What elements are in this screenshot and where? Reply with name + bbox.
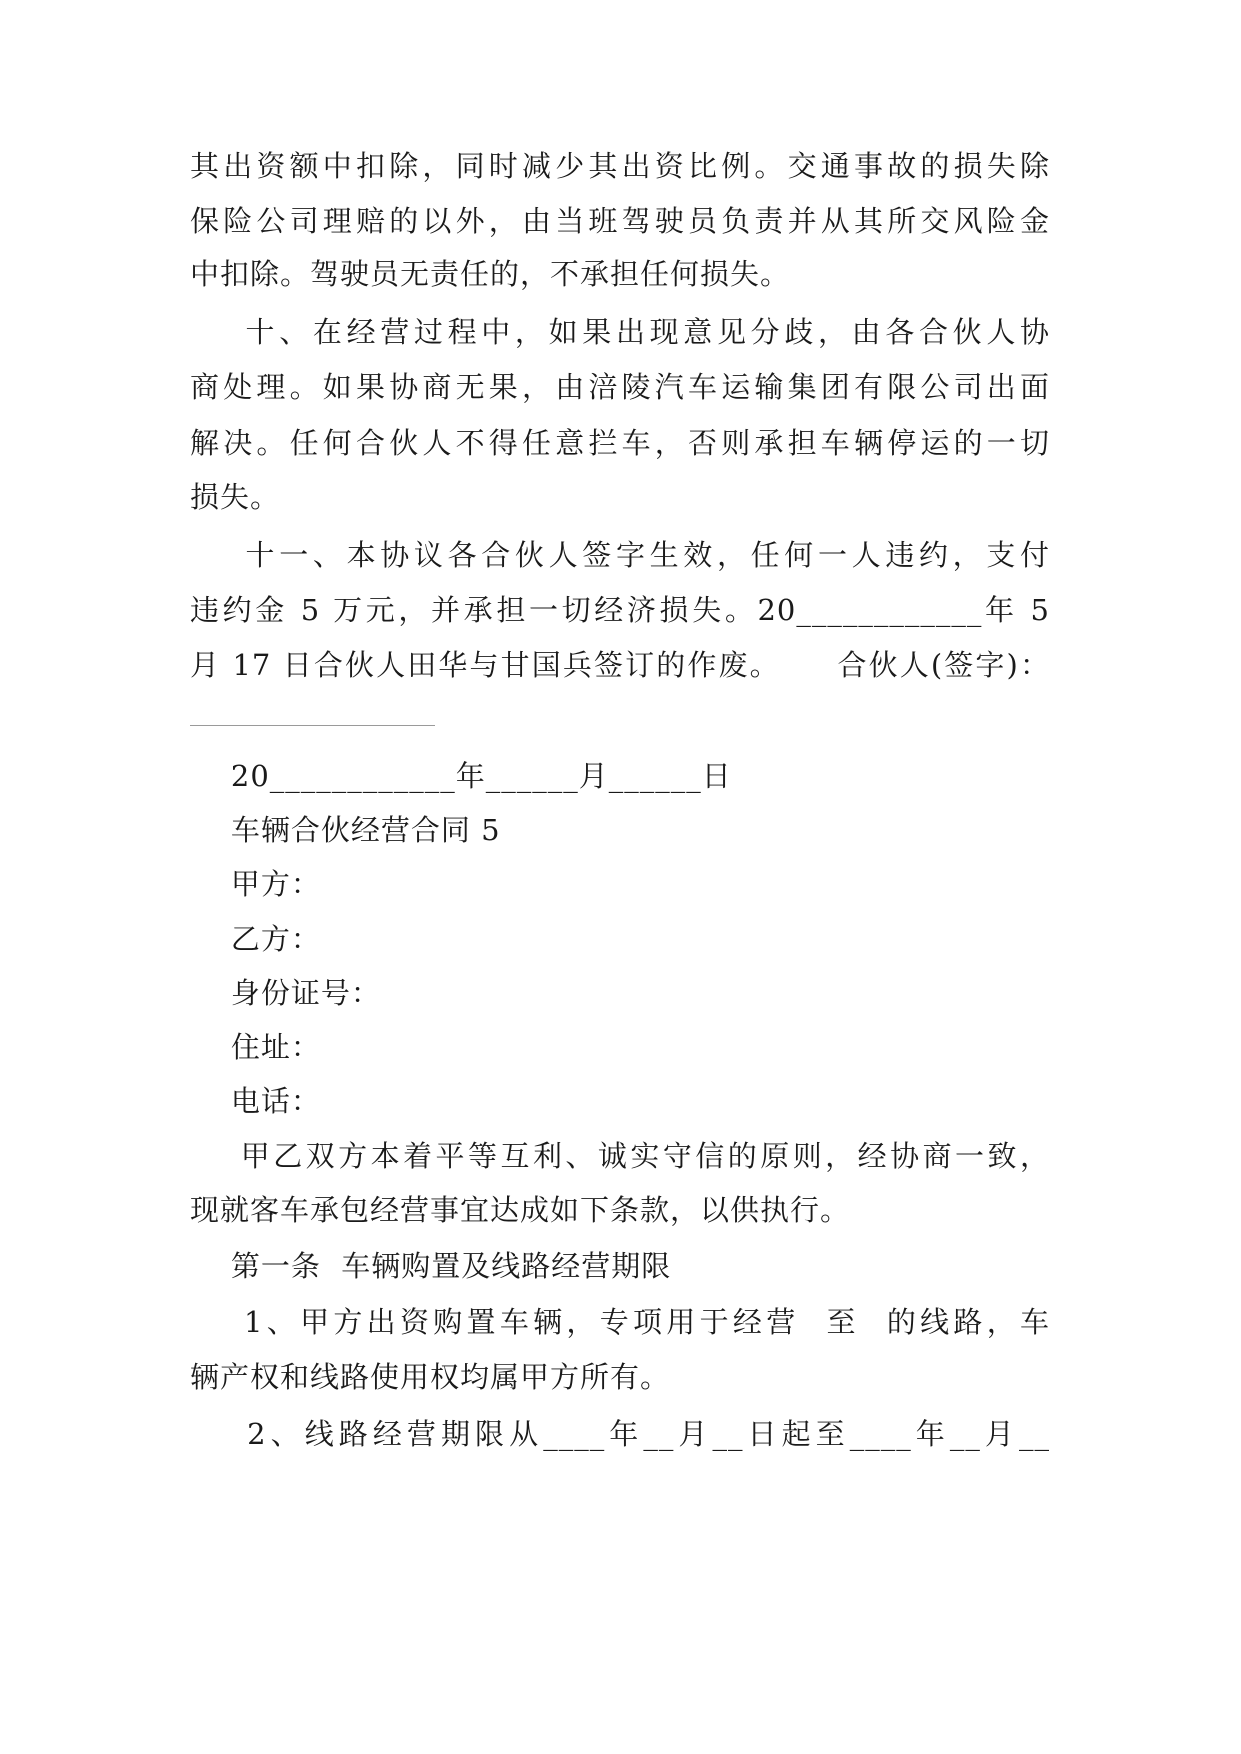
text-line: 损失。	[190, 480, 281, 514]
id-number-field: 身份证号：	[190, 976, 381, 1010]
text-line: 辆产权和线路使用权均属甲方所有。	[190, 1360, 671, 1394]
address-field: 住址：	[190, 1030, 321, 1064]
text-line: 商处理。如果协商无果，由涪陵汽车运输集团有限公司出面	[190, 370, 1050, 404]
text-line: 甲乙双方本着平等互利、诚实守信的原则，经协商一致，	[190, 1139, 1050, 1173]
text-line: 其出资额中扣除，同时减少其出资比例。交通事故的损失除	[190, 149, 1050, 183]
party-a-field: 甲方：	[190, 867, 321, 901]
text-line: 十、在经营过程中，如果出现意见分歧，由各合伙人协	[190, 315, 1050, 349]
article-heading: 第一条 车辆购置及线路经营期限	[190, 1249, 672, 1283]
text-line: 1、甲方出资购置车辆，专项用于经营 至 的线路，车	[190, 1305, 1050, 1339]
text-line: 现就客车承包经营事宜达成如下条款，以供执行。	[190, 1193, 851, 1227]
text-line: 十一、本协议各合伙人签字生效，任何一人违约，支付	[190, 538, 1050, 572]
party-b-field: 乙方：	[190, 922, 321, 956]
text-line: 违约金 5 万元，并承担一切经济损失。20____________年 5	[190, 593, 1050, 627]
text-line: 保险公司理赔的以外，由当班驾驶员负责并从其所交风险金	[190, 204, 1050, 238]
text-line: 月 17 日合伙人田华与甘国兵签订的作废。 合伙人(签字)：	[190, 648, 1050, 682]
phone-field: 电话：	[190, 1084, 321, 1118]
text-line: 中扣除。驾驶员无责任的，不承担任何损失。	[190, 257, 791, 291]
text-line: 2、线路经营期限从____年__月__日起至____年__月__	[190, 1417, 1050, 1451]
section-title: 车辆合伙经营合同 5	[190, 813, 501, 847]
date-line: 20____________年______月______日	[190, 759, 732, 793]
text-line: 解决。任何合伙人不得任意拦车，否则承担车辆停运的一切	[190, 426, 1050, 460]
signature-line	[190, 725, 435, 726]
